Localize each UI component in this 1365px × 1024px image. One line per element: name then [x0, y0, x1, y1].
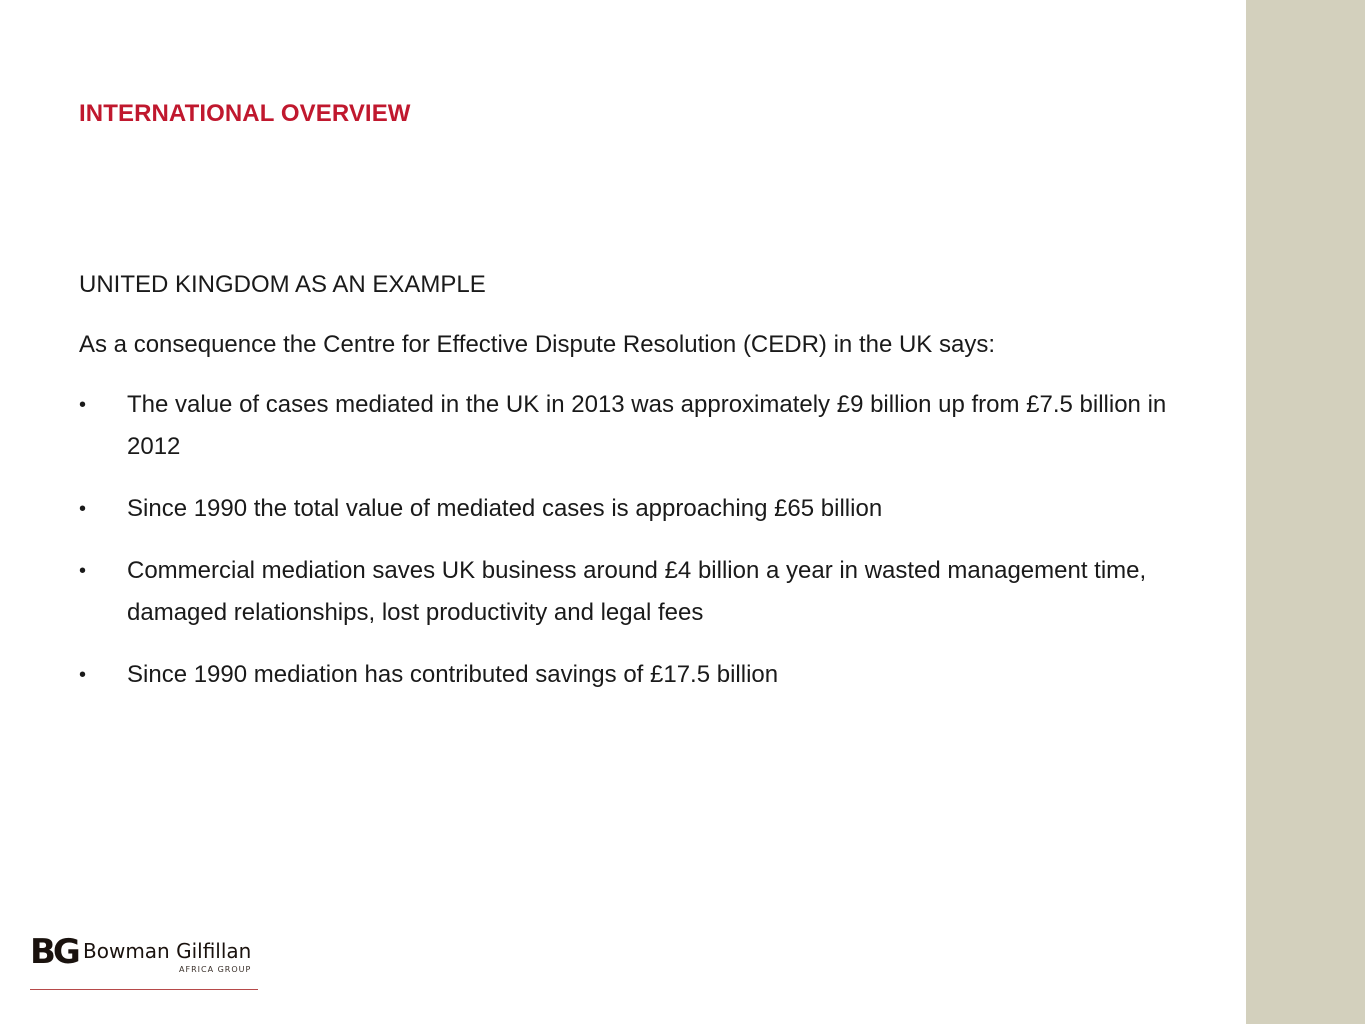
company-logo [30, 934, 258, 992]
slide-body [79, 264, 1219, 716]
bullet-text: Since 1990 mediation has contributed savings of £17.5 billion [127, 661, 779, 688]
bullet-text: Commercial mediation saves UK business around £4 billion a year in wasted management time, damaged relationships, lost productivity and legal fees [127, 557, 1147, 626]
logo-company-name: Bowman Gilfillan [83, 939, 252, 963]
bullet-icon: • [79, 498, 87, 520]
bullet-item [79, 384, 1219, 468]
side-accent-panel [1246, 0, 1365, 1024]
bullet-text: The value of cases mediated in the UK in 2013 was approximately £9 billion up from £7.5 billion in 2012 [127, 391, 1167, 460]
bullet-item [79, 654, 1219, 696]
bullet-item [79, 488, 1219, 530]
bullet-icon: • [79, 394, 87, 416]
bullet-icon: • [79, 664, 87, 686]
bullet-icon: • [79, 560, 87, 582]
logo-subtitle: AFRICA GROUP [179, 965, 252, 974]
logo-divider [30, 989, 258, 990]
bullet-text: Since 1990 the total value of mediated cases is approaching £65 billion [127, 495, 883, 522]
section-subheading: UNITED KINGDOM AS AN EXAMPLE [79, 271, 486, 298]
bullet-item [79, 550, 1219, 634]
logo-mark-icon: BG [30, 932, 78, 972]
intro-text: As a consequence the Centre for Effective Dispute Resolution (CEDR) in the UK says: [79, 331, 995, 358]
slide-title: INTERNATIONAL OVERVIEW [79, 100, 411, 127]
bullet-list [79, 384, 1219, 696]
